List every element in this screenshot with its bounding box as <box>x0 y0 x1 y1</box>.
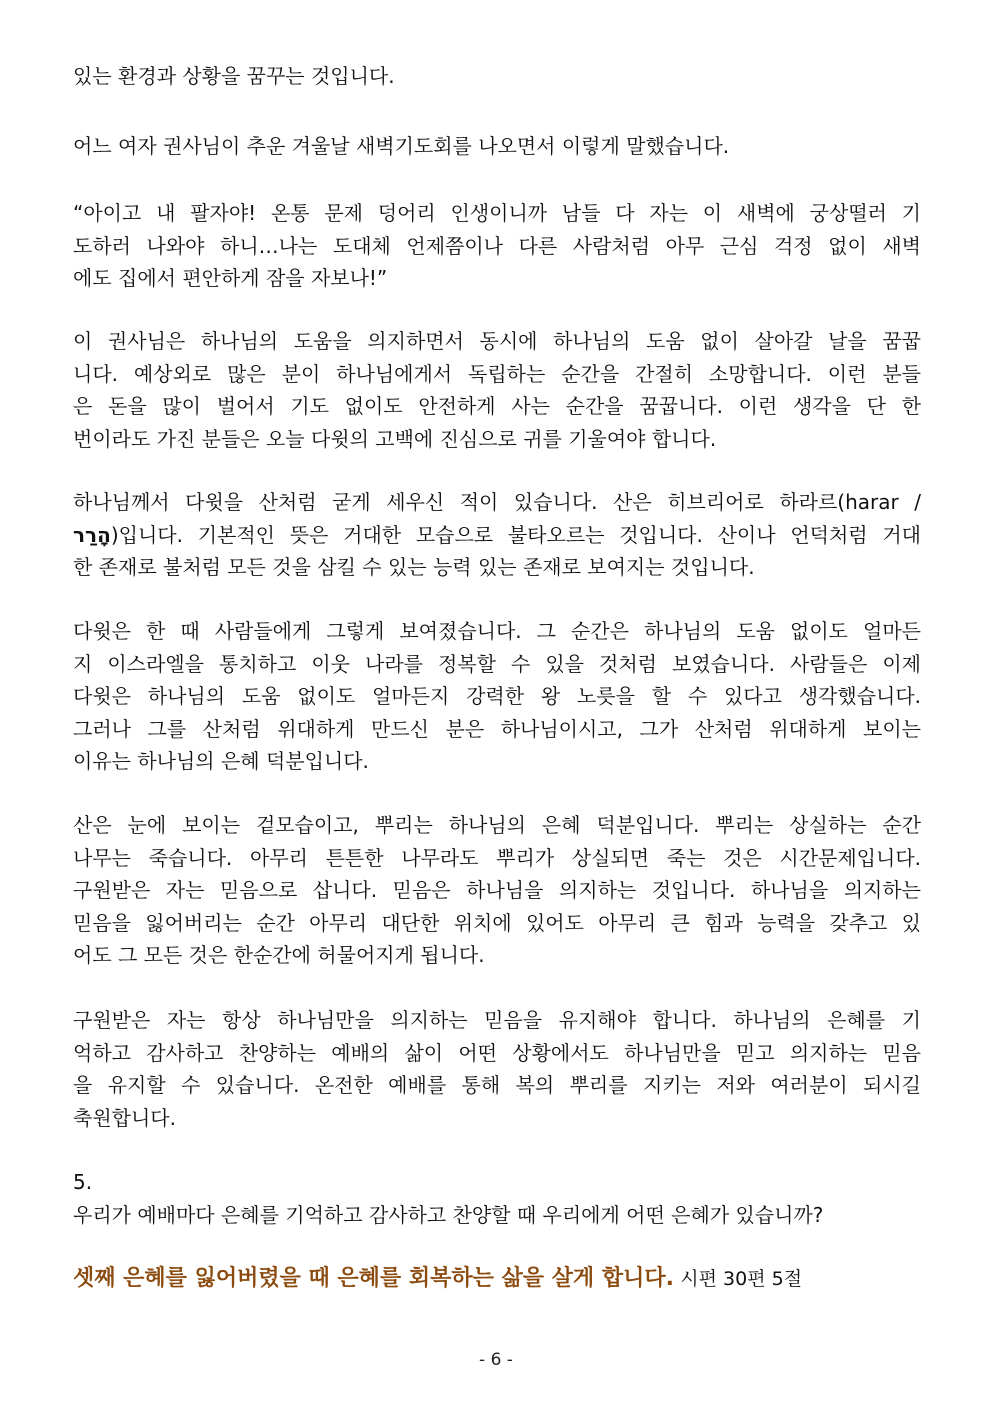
text-line: 하나님께서 다윗을 산처럼 굳게 세우신 적이 있습니다. 산은 히브리어로 하라르(harar / <box>73 490 921 514</box>
text-line: 번이라도 가진 분들은 오늘 다윗의 고백에 진심으로 귀를 기울여야 합니다. <box>73 426 717 451</box>
text-line: 한 존재로 불처럼 모든 것을 삼킬 수 있는 능력 있는 존재로 보여지는 것입니다. <box>73 555 755 579</box>
page-number: - 6 - <box>479 1350 513 1370</box>
text-line: 그러나 그를 산처럼 위대하게 만드신 분은 하나님이시고, 그가 산처럼 위대하게 보이는 <box>73 716 921 741</box>
text-line: 은 돈을 많이 벌어서 기도 없이도 안전하게 사는 순간을 꿈꿉니다. 이런 생각을 단 한 <box>73 394 921 418</box>
text-line: 나무는 죽습니다. 아무리 튼튼한 나무라도 뿌리가 상실되면 죽는 것은 시간문제입니다. <box>73 845 921 870</box>
text-line: 다윗은 한 때 사람들에게 그렇게 보여졌습니다. 그 순간은 하나님의 도움 없이도 얼마든 <box>73 619 921 643</box>
text-line: 있는 환경과 상황을 꿈꾸는 것입니다. <box>73 64 395 88</box>
paragraph-0 <box>73 60 921 93</box>
text-line: 지 이스라엘을 통치하고 이웃 나라를 정복할 수 있을 것처럼 보였습니다. 사람들은 이제 <box>73 651 921 676</box>
text-line: 다윗은 하나님의 도움 없이도 얼마든지 강력한 왕 노릇을 할 수 있다고 생각했습니다. <box>73 684 921 708</box>
hebrew-word: הָרַר <box>73 522 111 547</box>
paragraph-4 <box>73 486 921 584</box>
section-number: 5. <box>73 1170 93 1194</box>
text-line: 니다. 예상외로 많은 분이 하나님에게서 독립하는 순간을 간절히 소망합니다. 이런 분들 <box>73 361 921 386</box>
scripture-reference: 시편 30편 5절 <box>680 1268 803 1290</box>
text-line: 어도 그 모든 것은 한순간에 허물어지게 됩니다. <box>73 943 485 967</box>
section-question: 우리가 예배마다 은혜를 기억하고 감사하고 찬양할 때 우리에게 어떤 은혜가 있습니까? <box>73 1202 824 1227</box>
text-line: 산은 눈에 보이는 겉모습이고, 뿌리는 하나님의 은혜 덕분입니다. 뿌리는 상실하는 순간 <box>73 813 921 837</box>
text-line: 어느 여자 권사님이 추운 겨울날 새벽기도회를 나오면서 이렇게 말했습니다. <box>73 134 730 158</box>
paragraph-3 <box>73 325 921 455</box>
text-line: 도하러 나와야 하니…나는 도대체 언제쯤이나 다른 사람처럼 아무 근심 걱정 없이 새벽 <box>73 233 921 258</box>
paragraph-1 <box>73 130 921 163</box>
paragraph-7 <box>73 1004 921 1134</box>
text-line: 에도 집에서 편안하게 잠을 자보나!” <box>73 266 388 290</box>
paragraph-6 <box>73 809 921 972</box>
section-5 <box>73 1166 921 1231</box>
text-line: 이 권사님은 하나님의 도움을 의지하면서 동시에 하나님의 도움 없이 살아갈 날을 꿈꿉 <box>73 329 921 353</box>
text-line: 구원받은 자는 믿음으로 삽니다. 믿음은 하나님을 의지하는 것입니다. 하나님을 의지하는 <box>73 878 921 902</box>
text-line: 억하고 감사하고 찬양하는 예배의 삶이 어떤 상황에서도 하나님만을 믿고 의지하는 믿음 <box>73 1040 921 1065</box>
text-line-rest: )입니다. 기본적인 뜻은 거대한 모습으로 불타오르는 것입니다. 산이나 언덕처럼 거대 <box>110 522 921 547</box>
text-line: 이유는 하나님의 은혜 덕분입니다. <box>73 749 369 773</box>
paragraph-5 <box>73 615 921 778</box>
paragraph-2-quote <box>73 197 921 295</box>
text-line: 구원받은 자는 항상 하나님만을 의지하는 믿음을 유지해야 합니다. 하나님의 은혜를 기 <box>73 1008 921 1032</box>
section-heading: 셋째 은혜를 잃어버렸을 때 은혜를 회복하는 삶을 살게 합니다. <box>73 1266 674 1291</box>
text-line: “아이고 내 팔자야! 온통 문제 덩어리 인생이니까 남들 다 자는 이 새벽에 궁상떨러 기 <box>73 201 921 225</box>
text-line: 믿음을 잃어버리는 순간 아무리 대단한 위치에 있어도 아무리 큰 힘과 능력을 갖추고 있 <box>73 910 921 935</box>
text-line <box>73 519 921 552</box>
section-heading-row <box>73 1262 921 1296</box>
text-line: 을 유지할 수 있습니다. 온전한 예배를 통해 복의 뿌리를 지키는 저와 여러분이 되시길 <box>73 1073 921 1097</box>
text-line: 축원합니다. <box>73 1105 176 1130</box>
